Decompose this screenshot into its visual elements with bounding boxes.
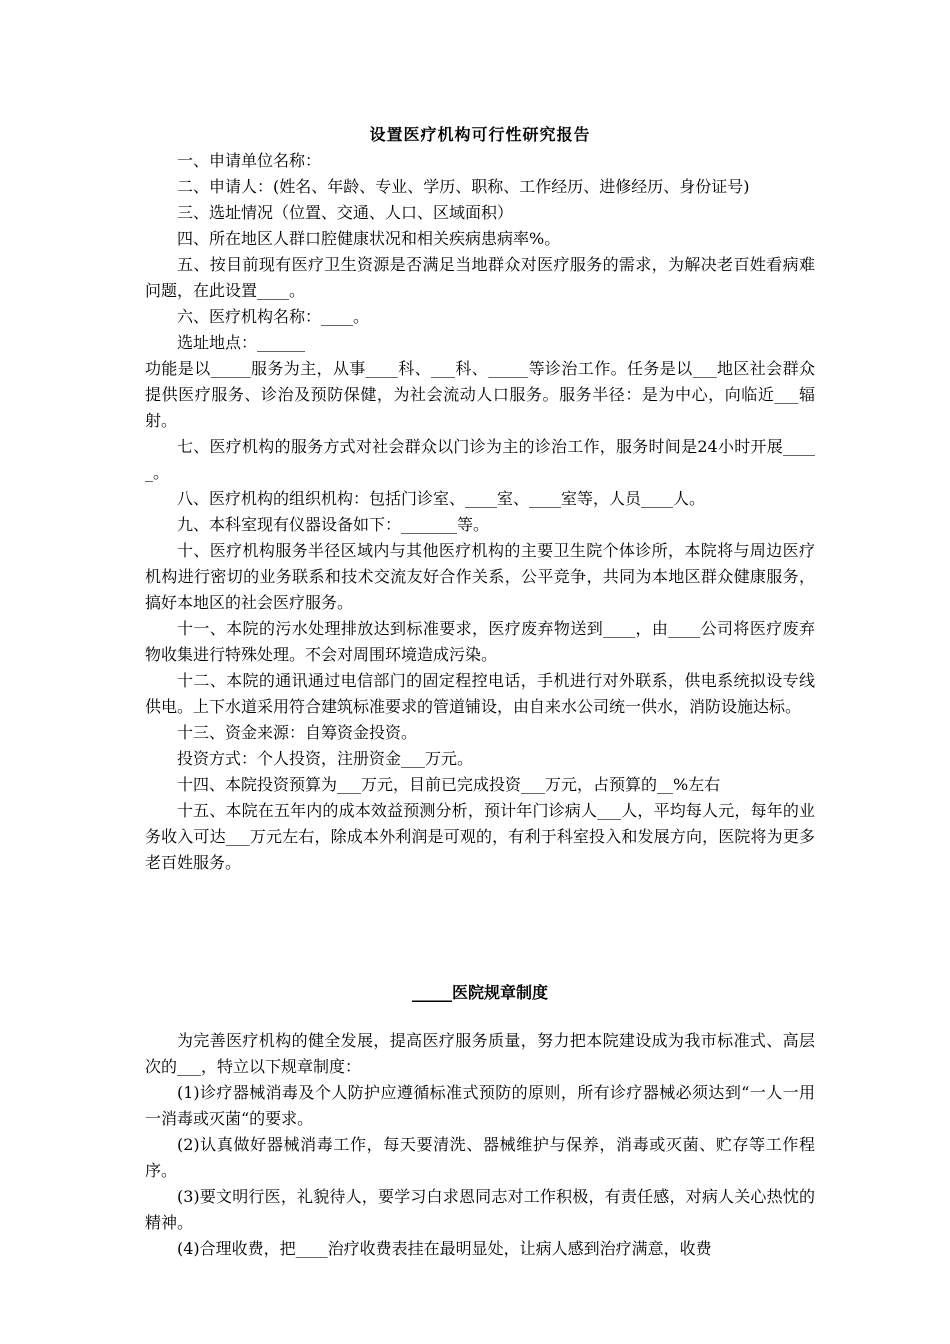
item-service-radius: 十、医疗机构服务半径区域内与其他医疗机构的主要卫生院个体诊所，本院将与周边医疗机构进行密切的业务联系和技术交流友好合作关系，公平竞争，共同为本地区群众健康服务，搞好本地区的社会医疗服务。 <box>145 541 815 612</box>
section-gap <box>145 876 815 980</box>
item-equipment: 九、本科室现有仪器设备如下：_______等。 <box>177 515 490 534</box>
rule-1: (1)诊疗器械消毒及个人防护应遵循标准式预防的原则，所有诊疗器械必须达到“一人一用一消毒或灭菌“的要求。 <box>145 1083 815 1128</box>
item-investment-mode: 投资方式：个人投资，注册资金___万元。 <box>177 749 474 768</box>
rules-intro: 为完善医疗机构的健全发展，提高医疗服务质量，努力把本院建设成为我市标准式、高层次的___，特立以下规章制度： <box>145 1031 815 1076</box>
rule-2: (2)认真做好器械消毒工作，每天要清洗、器械维护与保养，消毒或灭菌、贮存等工作程序。 <box>145 1135 815 1180</box>
item-site-location: 选址地点：______ <box>177 333 306 352</box>
rules-title: _____医院规章制度 <box>411 983 548 1002</box>
item-organization: 八、医疗机构的组织机构：包括门诊室、____室、____室等，人员____人。 <box>177 489 706 508</box>
item-sewage: 十一、本院的污水处理排放达到标准要求，医疗废弃物送到____，由____公司将医疗废弃物收集进行特殊处理。不会对周围环境造成污染。 <box>145 619 815 664</box>
document-page <box>145 122 815 1262</box>
item-funding: 十三、资金来源：自筹资金投资。 <box>177 723 418 742</box>
item-health-status: 四、所在地区人群口腔健康状况和相关疾病患病率%。 <box>177 229 561 248</box>
item-budget: 十四、本院投资预算为___万元，目前已完成投资___万元，占预算的__%左右 <box>177 775 721 794</box>
item-service-mode: 七、医疗机构的服务方式对社会群众以门诊为主的诊治工作，服务时间是24小时开展_____。 <box>145 437 815 482</box>
rule-4: (4)合理收费，把____治疗收费表挂在最明显处，让病人感到治疗满意，收费 <box>177 1239 712 1258</box>
rule-3: (3)要文明行医，礼貌待人，要学习白求恩同志对工作积极，有责任感，对病人关心热忱的精神。 <box>145 1187 815 1232</box>
item-site: 三、选址情况（位置、交通、人口、区域面积） <box>177 203 514 222</box>
item-applicant-unit: 一、申请单位名称： <box>177 151 322 170</box>
item-resources: 五、按目前现有医疗卫生资源是否满足当地群众对医疗服务的需求，为解决老百姓看病难问题，在此设置____。 <box>145 255 815 300</box>
report-title: 设置医疗机构可行性研究报告 <box>369 125 591 144</box>
item-institution-name: 六、医疗机构名称：____。 <box>177 307 370 326</box>
item-communication: 十二、本院的通讯通过电信部门的固定程控电话，手机进行对外联系，供电系统拟设专线供电。上下水道采用符合建筑标准要求的管道铺设，由自来水公司统一供水，消防设施达标。 <box>145 671 815 716</box>
item-cost-benefit: 十五、本院在五年内的成本效益预测分析，预计年门诊病人___人，平均每人元，每年的业务收入可达___万元左右，除成本外利润是可观的，有利于科室投入和发展方向，医院将为更多老百姓服务。 <box>145 801 815 872</box>
item-applicant: 二、申请人：(姓名、年龄、专业、学历、职称、工作经历、进修经历、身份证号) <box>177 177 750 196</box>
item-function: 功能是以_____服务为主，从事____科、___科、_____等诊治工作。任务是以___地区社会群众提供医疗服务、诊治及预防保健，为社会流动人口服务。服务半径：是为中心，向临近___辐射。 <box>145 359 815 430</box>
